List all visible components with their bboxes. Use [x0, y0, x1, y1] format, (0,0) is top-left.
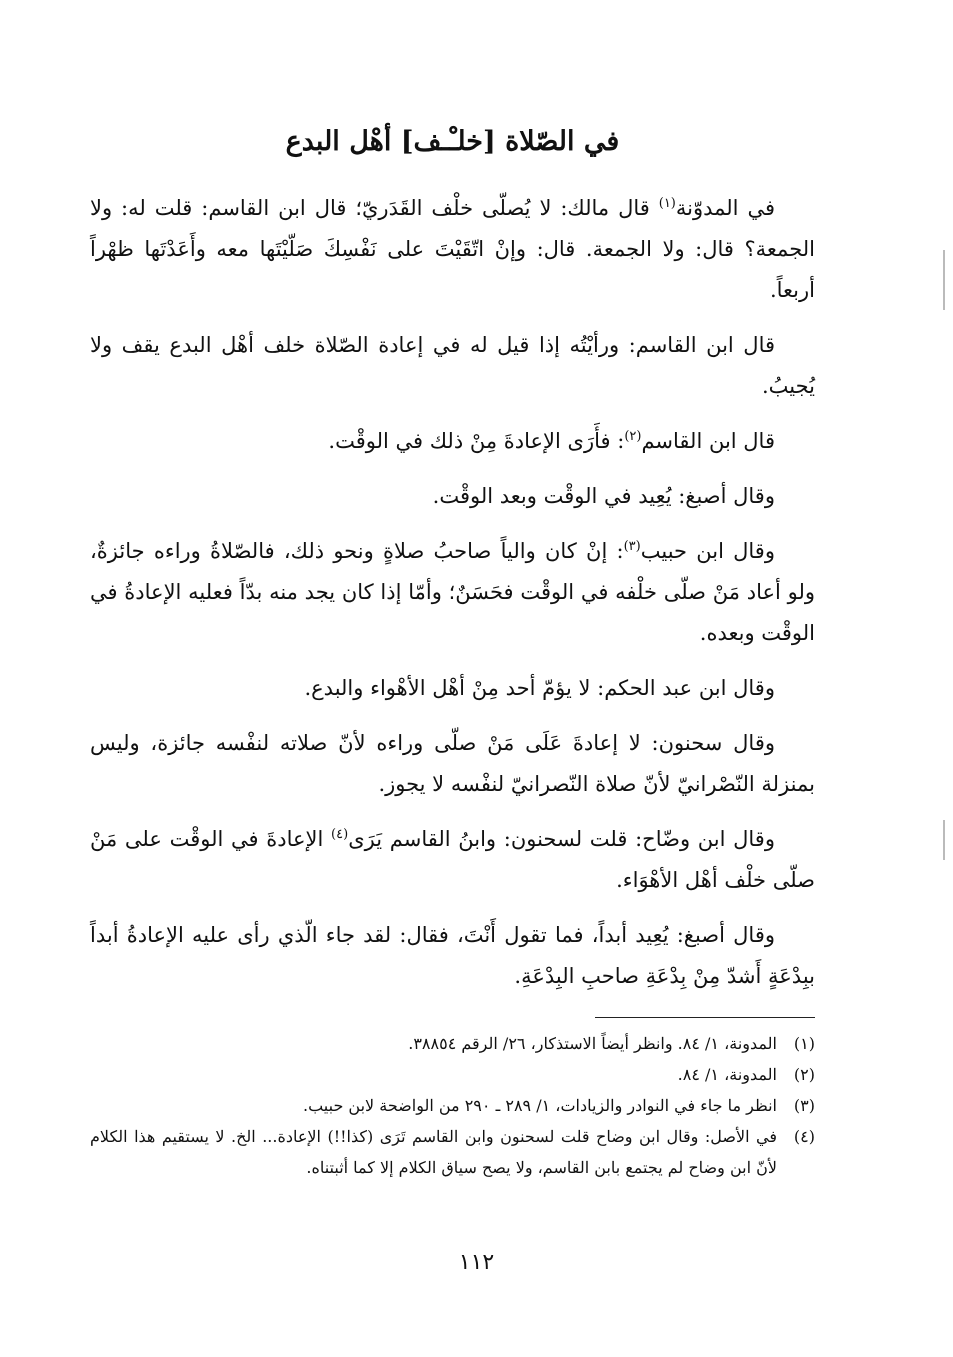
- paragraph: وقال ابن وضّاح: قلت لسحنون: وابنُ القاسم يَرَى$^{(٤)}$ الإعادةَ في الوقْت على مَنْ صلّى خلْف أهْل الأهْوَاء.: [90, 827, 815, 892]
- footnote-ref[interactable]: (٤): [331, 827, 349, 842]
- footnote-text: انظر ما جاء في النوادر والزيادات، ١/ ٢٨٩ ـ ٢٩٠ من الواضحة لابن حبيب.: [302, 1096, 777, 1115]
- scan-edge-mark: [943, 820, 945, 860]
- footnote-text: المدونة، ١/ ٨٤.: [677, 1065, 777, 1084]
- paragraph: وقال أصبغ: يُعِيد أبداً، فما تقول أَنْتَ، فقال: لقد جاء الّذي رأى عليه الإعادةُ أبداً ببِدْعَةٍ أَشدّ مِنْ بِدْعَةِ صاحبِ البِدْعَةِ.: [90, 923, 815, 988]
- book-page: [90, 110, 815, 1183]
- footnote-text: في الأصل: وقال ابن وضاح قلت لسحنون وابن القاسم تَرَى (كذا!!) الإعادة... الخ. لا يستقيم هذا الكلام لأنّ ابن وضاح لم يجتمع بابن القاسم، ولا يصح سياق الكلام إلا كما أثبتناه.: [90, 1127, 777, 1177]
- footnote-text: المدونة، ١/ ٨٤. وانظر أيضاً الاستذكار، ٢٦/ الرقم ٣٨٨٥٤.: [408, 1034, 777, 1053]
- footnote: [90, 1028, 815, 1059]
- footnote-number: (٢): [793, 1065, 815, 1084]
- paragraph: وقال ابن حبيب$^{(٣)}$: إنْ كان والياً صاحبُ صلاةٍ ونحو ذلك، فالصّلاةُ وراءه جائزةٌ، ولو أعاد مَنْ صلّى خلْفه في الوقْت فحَسَنٌ؛ وأمّا إذا كان يجد منه بدّاً فعليه الإعادةُ في الوقْت وبعده.: [90, 539, 815, 645]
- footnote-number: (١): [793, 1034, 815, 1053]
- scan-edge-mark: [943, 250, 945, 310]
- footnote-number: (٣): [793, 1096, 815, 1115]
- footnote-divider: [595, 1017, 815, 1018]
- paragraph: قال ابن القاسم: ورأيْتُه إذا قيل له في إعادة الصّلاة خلف أهْل البدع يقف ولا يُجيبُ.: [90, 333, 815, 398]
- footnote: [90, 1059, 815, 1090]
- paragraph: وقال ابن عبد الحكم: لا يؤمّ أحد مِنْ أهْل الأهْواء والبدع.: [304, 676, 775, 700]
- body-text: [90, 188, 815, 997]
- paragraph: وقال أصبغ: يُعِيد في الوقْت وبعد الوقْت.: [432, 484, 775, 508]
- paragraph: وقال سحنون: لا إعادةَ عَلَى مَنْ صلّى وراءه لأنّ صلاته لنفْسه جائزة، وليس بمنزلة النّصْرانيّ لأنّ صلاة النّصرانيّ لنفْسه لا يجوز.: [90, 731, 815, 796]
- section-heading: في الصّلاة [خلـْـف] أهْل البدع: [285, 126, 620, 157]
- footnote-number: (٤): [793, 1127, 815, 1146]
- footnote-ref[interactable]: (٢): [624, 429, 642, 444]
- paragraph: في المدوّنة$^{(١)}$ قال مالك: لا يُصلّى خلْف القَدَريّ؛ قال ابن القاسم: قلت له: ولا الجمعة؟ قال: ولا الجمعة. قال: وإنْ اتّقَيْتَ على نَفْسِكَ صَلّيْتَها معه وأَعَدْتَها ظهْراً أربعاً.: [90, 196, 815, 302]
- page-number: ١١٢: [458, 1250, 495, 1275]
- footnote-ref[interactable]: (٣): [623, 539, 641, 554]
- footnote: [90, 1090, 815, 1121]
- footnote-ref[interactable]: (١): [658, 196, 676, 211]
- footnotes: [90, 1028, 815, 1183]
- footnote: [90, 1121, 815, 1183]
- paragraph: قال ابن القاسم$^{(٢)}$: فأَرَى الإعادةَ مِنْ ذلك في الوقْت.: [328, 429, 775, 453]
